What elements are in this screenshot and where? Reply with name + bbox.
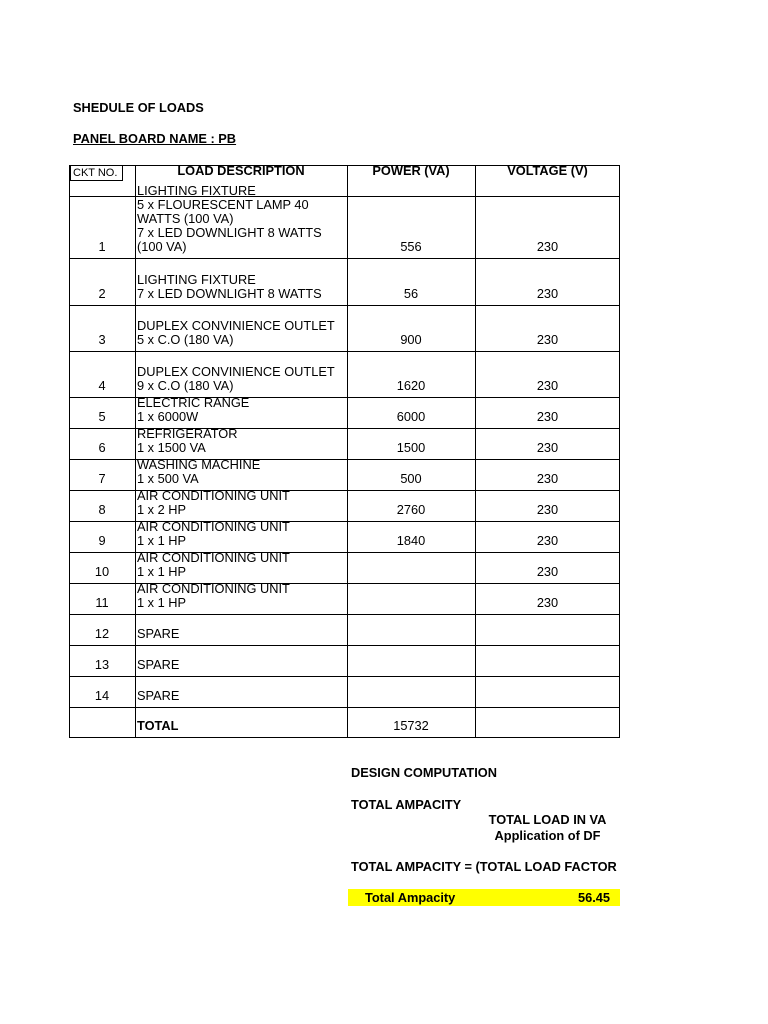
power-cell	[347, 553, 475, 583]
description-line: AIR CONDITIONING UNIT	[137, 550, 290, 565]
voltage-value: 230	[536, 440, 559, 455]
load-description	[137, 458, 347, 486]
table-row	[69, 521, 620, 552]
ckt-number: 4	[98, 378, 106, 393]
voltage-cell	[475, 708, 620, 737]
voltage-value: 230	[536, 471, 559, 486]
load-description	[137, 184, 347, 254]
ckt-number-cell	[69, 584, 135, 614]
description-line: 7 x LED DOWNLIGHT 8 WATTS	[137, 286, 322, 301]
voltage-cell	[475, 429, 620, 459]
description-line: (100 VA)	[137, 239, 187, 254]
load-description	[137, 319, 347, 347]
voltage-value: 230	[536, 286, 559, 301]
description-line: ELECTRIC RANGE	[137, 395, 250, 410]
load-description	[137, 427, 347, 455]
ampacity-formula: TOTAL AMPACITY = (TOTAL LOAD FACTOR	[351, 860, 617, 874]
load-description-cell	[135, 581, 347, 614]
ckt-number-cell	[69, 197, 135, 258]
header-ckt-no: CKT NO.	[70, 165, 123, 181]
load-description-cell	[135, 677, 347, 707]
description-line: WASHING MACHINE	[137, 457, 261, 472]
load-description	[137, 627, 347, 641]
power-cell	[347, 197, 475, 258]
table-row	[69, 183, 620, 258]
table-row	[69, 459, 620, 490]
ckt-number: 2	[98, 286, 106, 301]
description-line: 1 x 1500 VA	[137, 440, 206, 455]
result-label: Total Ampacity	[365, 890, 456, 905]
column-divider	[69, 165, 70, 738]
ckt-number-cell	[69, 259, 135, 305]
voltage-cell	[475, 677, 620, 707]
ckt-number-cell	[69, 646, 135, 676]
total-load-in-va-label: TOTAL LOAD IN VA	[488, 812, 607, 827]
header-voltage-cell	[475, 163, 620, 196]
load-description	[137, 582, 347, 610]
description-line: 1 x 6000W	[137, 409, 199, 424]
description-line: AIR CONDITIONING UNIT	[137, 488, 290, 503]
description-line: LIGHTING FIXTURE	[137, 272, 256, 287]
header-voltage: VOLTAGE (V)	[507, 163, 588, 178]
table-row	[69, 676, 620, 707]
description-line: 1 x 2 HP	[137, 502, 187, 517]
load-description	[137, 489, 347, 517]
voltage-value: 230	[536, 409, 559, 424]
ckt-number: 12	[94, 626, 110, 641]
application-of-df-label: Application of DF	[494, 828, 601, 843]
voltage-value: 230	[536, 332, 559, 347]
power-cell	[347, 398, 475, 428]
ckt-number-cell	[69, 306, 135, 351]
description-line: 5 x C.O (180 VA)	[137, 332, 234, 347]
power-cell	[347, 646, 475, 676]
ckt-number-cell	[69, 553, 135, 583]
power-cell	[347, 615, 475, 645]
table-row	[69, 351, 620, 397]
power-value: 500	[400, 471, 422, 486]
header-power: POWER (VA)	[372, 163, 450, 178]
table-row	[69, 397, 620, 428]
ckt-number: 6	[98, 440, 106, 455]
voltage-cell	[475, 398, 620, 428]
column-divider	[475, 165, 476, 738]
header-load-description: LOAD DESCRIPTION	[177, 163, 305, 178]
load-description-cell	[135, 395, 347, 428]
power-value: 1840	[396, 533, 426, 548]
load-description	[137, 658, 347, 672]
panel-board-name: PANEL BOARD NAME : PB	[73, 131, 237, 146]
ckt-number: 3	[98, 332, 106, 347]
header-power-cell	[347, 163, 475, 196]
description-line: WATTS (100 VA)	[137, 211, 234, 226]
column-divider	[347, 165, 348, 738]
total-label-cell	[135, 708, 347, 737]
description-line: 9 x C.O (180 VA)	[137, 378, 234, 393]
ckt-number-cell	[69, 398, 135, 428]
power-value: 6000	[396, 409, 426, 424]
load-description-cell	[135, 306, 347, 351]
ckt-number-cell	[69, 677, 135, 707]
ckt-number: 14	[94, 688, 110, 703]
power-cell	[347, 259, 475, 305]
total-label: TOTAL	[137, 718, 179, 733]
ckt-number-cell	[69, 352, 135, 397]
power-cell	[347, 352, 475, 397]
voltage-value: 230	[536, 533, 559, 548]
description-line: DUPLEX CONVINIENCE OUTLET	[137, 318, 335, 333]
load-description-cell	[135, 488, 347, 521]
power-cell	[347, 677, 475, 707]
power-value: 2760	[396, 502, 426, 517]
ckt-number-cell	[69, 522, 135, 552]
table-row	[69, 258, 620, 305]
power-cell	[347, 584, 475, 614]
description-line: AIR CONDITIONING UNIT	[137, 519, 290, 534]
ckt-number: 13	[94, 657, 110, 672]
description-line: 1 x 1 HP	[137, 595, 187, 610]
table-row	[69, 583, 620, 614]
load-schedule-table	[69, 165, 620, 738]
voltage-cell	[475, 584, 620, 614]
description-line: REFRIGERATOR	[137, 426, 238, 441]
voltage-cell	[475, 197, 620, 258]
voltage-cell	[475, 522, 620, 552]
description-line: LIGHTING FIXTURE	[137, 183, 256, 198]
ckt-number: 8	[98, 502, 106, 517]
header-ckt-no-cell	[69, 166, 135, 196]
ckt-number: 11	[95, 595, 109, 610]
ckt-number: 10	[94, 564, 110, 579]
ckt-number: 9	[98, 533, 106, 548]
load-description-cell	[135, 646, 347, 676]
voltage-cell	[475, 553, 620, 583]
load-description-cell	[135, 550, 347, 583]
load-description-cell	[135, 615, 347, 645]
voltage-cell	[475, 352, 620, 397]
ckt-number-cell	[69, 460, 135, 490]
total-ampacity-result	[348, 889, 620, 906]
description-line: 1 x 1 HP	[137, 533, 187, 548]
voltage-cell	[475, 460, 620, 490]
load-description-cell	[135, 426, 347, 459]
table-row	[69, 490, 620, 521]
voltage-cell	[475, 615, 620, 645]
voltage-value: 230	[536, 595, 559, 610]
table-row	[69, 614, 620, 645]
table-row	[69, 428, 620, 459]
load-description	[137, 396, 347, 424]
total-power-value: 15732	[393, 718, 429, 733]
power-cell	[347, 306, 475, 351]
load-description-cell	[135, 457, 347, 490]
table-total-row	[69, 707, 620, 738]
column-divider	[619, 165, 620, 738]
ckt-number: 5	[98, 409, 106, 424]
load-description	[137, 551, 347, 579]
voltage-value: 230	[536, 378, 559, 393]
load-description	[137, 365, 347, 393]
total-ampacity-label: TOTAL AMPACITY	[351, 797, 462, 812]
load-description-cell	[135, 519, 347, 552]
description-line: 1 x 1 HP	[137, 564, 187, 579]
ckt-number-cell	[69, 708, 135, 737]
power-cell	[347, 460, 475, 490]
document-title: SHEDULE OF LOADS	[73, 100, 204, 115]
design-computation-heading: DESIGN COMPUTATION	[351, 765, 497, 780]
voltage-value: 230	[536, 502, 559, 517]
description-line: 1 x 500 VA	[137, 471, 199, 486]
total-power-cell	[347, 708, 475, 737]
description-line: AIR CONDITIONING UNIT	[137, 581, 290, 596]
voltage-cell	[475, 491, 620, 521]
power-value: 1500	[396, 440, 426, 455]
description-line: 5 x FLOURESCENT LAMP 40	[137, 197, 309, 212]
power-value: 1620	[396, 378, 426, 393]
table-row	[69, 552, 620, 583]
power-value: 56	[403, 286, 419, 301]
power-cell	[347, 522, 475, 552]
power-value: 556	[400, 239, 422, 254]
load-description	[137, 520, 347, 548]
load-description-cell	[135, 259, 347, 305]
power-cell	[347, 429, 475, 459]
description-line: DUPLEX CONVINIENCE OUTLET	[137, 364, 335, 379]
load-description-cell	[135, 183, 347, 258]
ckt-number-cell	[69, 491, 135, 521]
table-row	[69, 645, 620, 676]
voltage-cell	[475, 646, 620, 676]
power-cell	[347, 491, 475, 521]
result-value: 56.45	[577, 890, 610, 905]
ckt-number-cell	[69, 429, 135, 459]
ckt-number: 1	[98, 239, 106, 254]
description-line: SPARE	[137, 688, 180, 703]
load-description	[137, 689, 347, 703]
power-value: 900	[400, 332, 422, 347]
ckt-number-cell	[69, 615, 135, 645]
table-row	[69, 305, 620, 351]
ckt-number: 7	[98, 471, 106, 486]
voltage-value: 230	[536, 239, 559, 254]
load-description	[137, 273, 347, 301]
description-line: SPARE	[137, 626, 180, 641]
description-line: SPARE	[137, 657, 180, 672]
column-divider	[135, 165, 136, 738]
voltage-cell	[475, 306, 620, 351]
description-line: 7 x LED DOWNLIGHT 8 WATTS	[137, 225, 322, 240]
voltage-cell	[475, 259, 620, 305]
voltage-value: 230	[536, 564, 559, 579]
load-description-cell	[135, 352, 347, 397]
